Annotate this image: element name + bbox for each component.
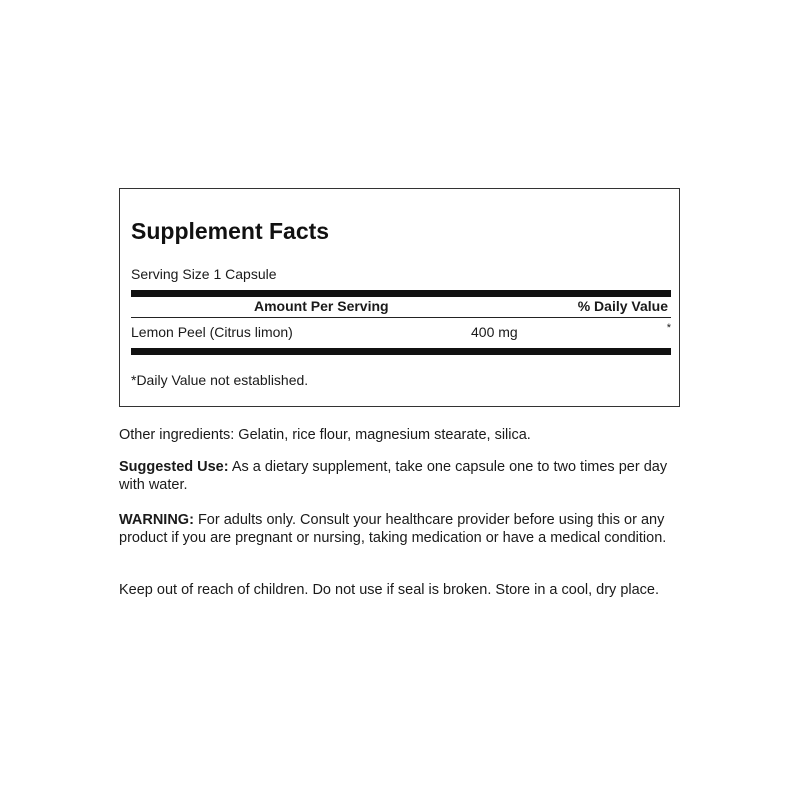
storage-instructions: Keep out of reach of children. Do not use if seal is broken. Store in a cool, dry place. — [119, 582, 660, 598]
facts-title: Supplement Facts — [131, 218, 330, 244]
daily-value-header: % Daily Value — [577, 298, 668, 314]
thick-divider-bottom — [131, 348, 671, 355]
facts-header-row — [131, 298, 671, 316]
ingredient-daily-value: * — [666, 322, 671, 334]
thin-divider — [131, 317, 671, 318]
daily-value-footnote: *Daily Value not established. — [131, 372, 309, 388]
warning-text: For adults only. Consult your healthcare provider before using this or any product if you are pregnant or nursing, taking medication or have a medical condition. — [119, 512, 667, 546]
suggested-use-label: Suggested Use: — [119, 459, 229, 475]
thick-divider-top — [131, 290, 671, 297]
suggested-use — [119, 458, 689, 494]
amount-per-serving-header: Amount Per Serving — [254, 298, 389, 314]
warning — [119, 511, 689, 547]
other-ingredients: Other ingredients: Gelatin, rice flour, magnesium stearate, silica. — [119, 427, 531, 443]
ingredient-row — [131, 324, 671, 342]
warning-label: WARNING: — [119, 512, 194, 528]
ingredient-name: Lemon Peel (Citrus limon) — [131, 324, 293, 340]
supplement-facts-panel — [119, 188, 680, 407]
ingredient-amount: 400 mg — [471, 324, 518, 340]
serving-size: Serving Size 1 Capsule — [131, 266, 277, 282]
suggested-use-text: As a dietary supplement, take one capsule one to two times per day with water. — [119, 459, 668, 493]
